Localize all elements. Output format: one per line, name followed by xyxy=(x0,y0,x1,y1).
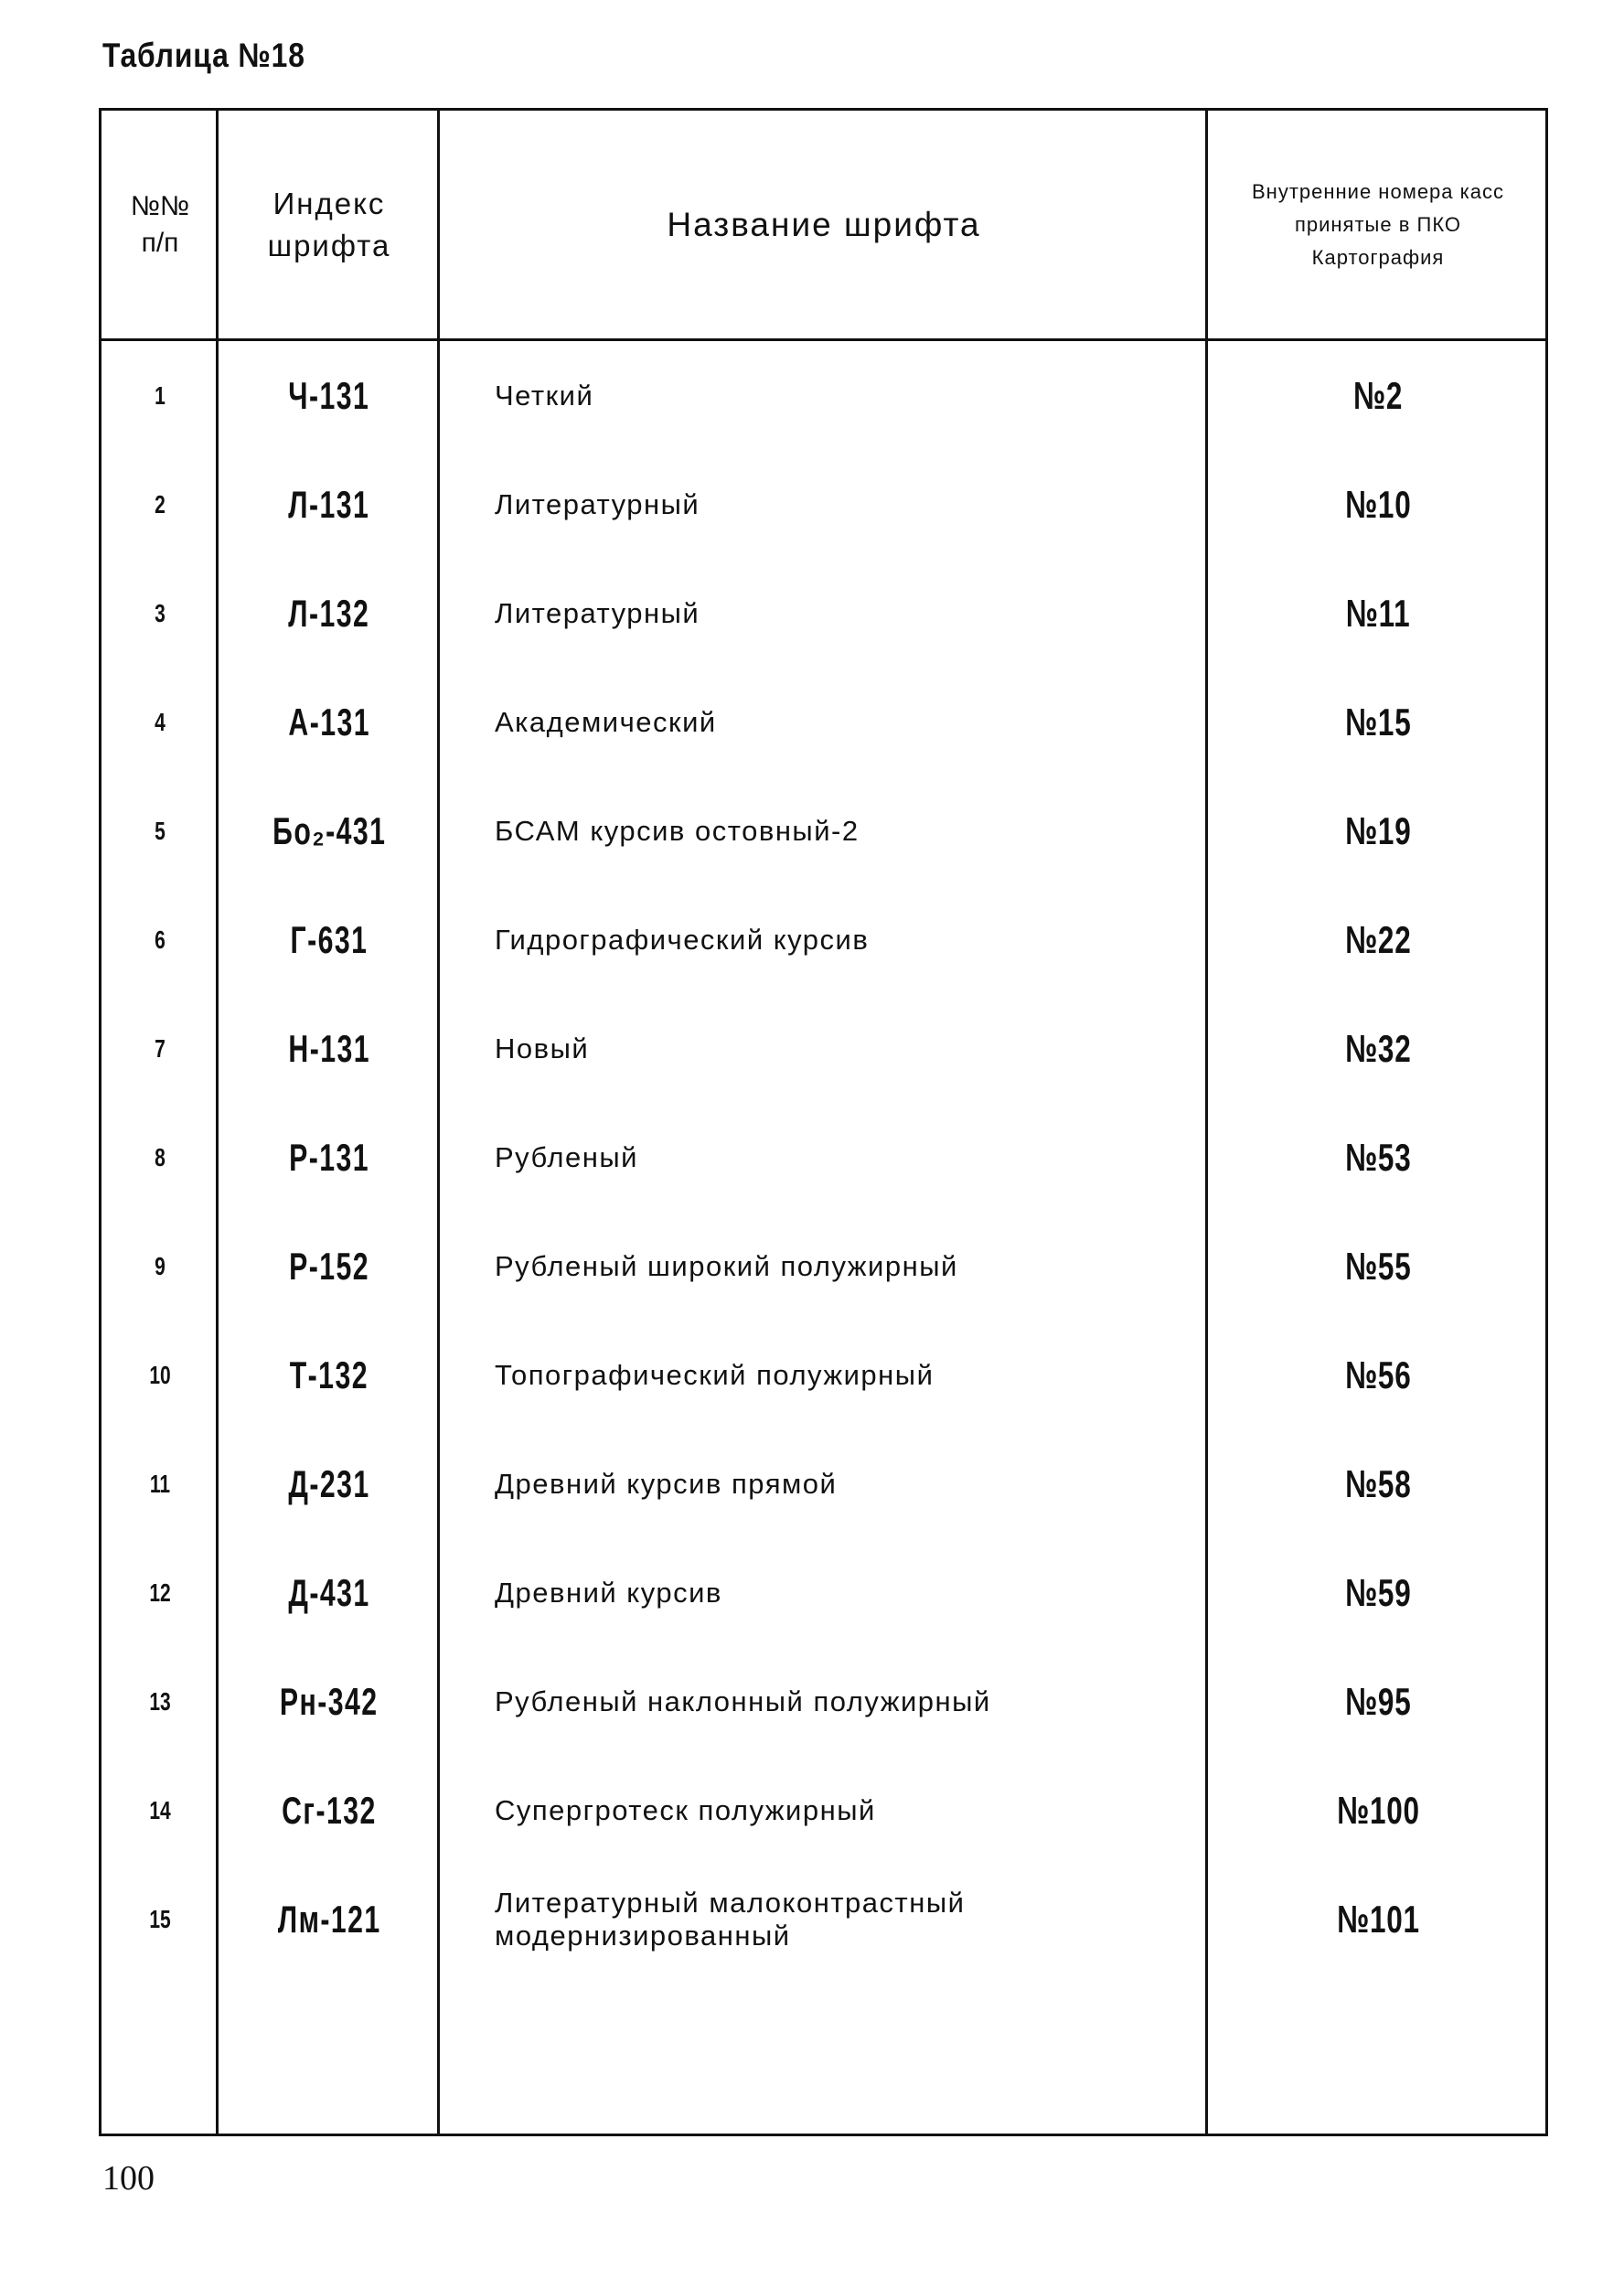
inner-number xyxy=(1208,1538,1548,1648)
inner-number xyxy=(1208,450,1548,560)
header-inner-numbers-label: Внутренние номера касс принятые в ПКО Картография xyxy=(1252,179,1504,269)
inner-number-text: №101 xyxy=(1336,1898,1420,1941)
font-name: Гидрографический курсив xyxy=(495,924,870,956)
row-number: 15 xyxy=(149,1905,171,1933)
font-name: Академический xyxy=(495,706,717,738)
row-number: 14 xyxy=(149,1796,171,1824)
font-index xyxy=(219,1756,440,1866)
font-index xyxy=(219,994,440,1104)
font-index-text: Рн-342 xyxy=(280,1680,379,1723)
font-index-text: Н-131 xyxy=(288,1027,370,1070)
font-index xyxy=(219,885,440,995)
font-index xyxy=(219,341,440,451)
inner-number-text: №19 xyxy=(1344,809,1412,852)
table-row xyxy=(102,1321,1545,1430)
font-index-text: Л-132 xyxy=(288,592,370,635)
font-index xyxy=(219,668,440,777)
table-row xyxy=(102,1429,1545,1539)
table-row xyxy=(102,1103,1545,1213)
inner-number-text: №2 xyxy=(1352,374,1404,417)
inner-number-text: №32 xyxy=(1344,1027,1412,1070)
font-index xyxy=(219,1103,440,1213)
font-index-text: Д-431 xyxy=(288,1571,370,1614)
table-row xyxy=(102,668,1545,777)
header-number-label: №№ п/п xyxy=(130,190,190,258)
font-index-text: А-131 xyxy=(288,701,370,743)
row-number: 11 xyxy=(149,1470,171,1498)
table-caption: Таблица №18 xyxy=(102,37,305,74)
font-index-text: Сг-132 xyxy=(282,1789,377,1832)
font-index xyxy=(219,1865,440,1974)
row-number: 6 xyxy=(155,925,166,954)
inner-number-text: №58 xyxy=(1344,1462,1412,1505)
font-name: Топографический полужирный xyxy=(495,1359,935,1391)
font-name: БСАМ курсив остовный-2 xyxy=(495,815,860,847)
row-number: 1 xyxy=(155,381,166,410)
inner-number xyxy=(1208,776,1548,886)
table-row xyxy=(102,1865,1545,1974)
inner-number xyxy=(1208,1103,1548,1213)
row-number: 13 xyxy=(149,1687,171,1716)
font-index-text: Р-131 xyxy=(289,1136,369,1179)
fonts-table xyxy=(99,108,1548,2136)
row-number: 5 xyxy=(155,817,166,845)
inner-number xyxy=(1208,994,1548,1104)
font-index xyxy=(219,776,440,886)
inner-number xyxy=(1208,668,1548,777)
row-number: 4 xyxy=(155,708,166,736)
inner-number xyxy=(1208,1647,1548,1757)
font-index-text: Ч-131 xyxy=(288,374,370,417)
table-row xyxy=(102,1756,1545,1866)
font-index xyxy=(219,1647,440,1757)
row-number: 3 xyxy=(155,599,166,627)
inner-number xyxy=(1208,1321,1548,1430)
inner-number-text: №95 xyxy=(1344,1680,1412,1723)
inner-number xyxy=(1208,1756,1548,1866)
inner-number-text: №11 xyxy=(1345,592,1411,635)
inner-number-text: №56 xyxy=(1344,1353,1412,1396)
inner-number xyxy=(1208,1865,1548,1974)
font-index-text: Г-631 xyxy=(290,918,369,961)
font-index xyxy=(219,450,440,560)
font-index-text: Лм-121 xyxy=(277,1898,381,1941)
inner-number-text: №15 xyxy=(1344,701,1412,743)
font-index xyxy=(219,1538,440,1648)
header-index-label: Индекс шрифта xyxy=(267,186,391,262)
table-row xyxy=(102,1212,1545,1321)
font-index xyxy=(219,1429,440,1539)
font-name: Новый xyxy=(495,1032,590,1064)
header-inner-numbers xyxy=(1208,111,1548,338)
font-name: Четкий xyxy=(495,380,594,412)
inner-number-text: №55 xyxy=(1344,1245,1412,1288)
inner-number-text: №59 xyxy=(1344,1571,1412,1614)
table-row xyxy=(102,776,1545,886)
inner-number-text: №22 xyxy=(1344,918,1412,961)
font-name: Рубленый наклонный полужирный xyxy=(495,1685,991,1717)
font-name: Супергротеск полужирный xyxy=(495,1794,876,1826)
font-name: Рубленый широкий полужирный xyxy=(495,1250,958,1282)
table-row xyxy=(102,450,1545,560)
inner-number xyxy=(1208,559,1548,669)
font-name: Литературный xyxy=(495,597,700,629)
table-row xyxy=(102,994,1545,1104)
table-row xyxy=(102,559,1545,669)
inner-number-text: №100 xyxy=(1336,1789,1420,1832)
font-index-text: Т-132 xyxy=(289,1353,369,1396)
font-name: Древний курсив прямой xyxy=(495,1468,838,1500)
font-name: Рубленый xyxy=(495,1141,638,1173)
inner-number-text: №53 xyxy=(1344,1136,1412,1179)
inner-number xyxy=(1208,341,1548,451)
font-index-text: Р-152 xyxy=(289,1245,369,1288)
header-name xyxy=(440,111,1208,338)
font-name: Древний курсив xyxy=(495,1577,722,1609)
row-number: 8 xyxy=(155,1143,166,1171)
font-index-text: Л-131 xyxy=(288,483,370,526)
font-index-text: Д-231 xyxy=(288,1462,370,1505)
row-number: 10 xyxy=(149,1361,171,1389)
row-number: 2 xyxy=(155,490,166,519)
table-row xyxy=(102,1538,1545,1648)
inner-number xyxy=(1208,1429,1548,1539)
font-index xyxy=(219,1212,440,1321)
font-index-text: Бо₂-431 xyxy=(272,809,387,852)
header-index xyxy=(219,111,440,338)
font-index xyxy=(219,1321,440,1430)
row-number: 12 xyxy=(149,1578,171,1607)
page-number: 100 xyxy=(102,2159,155,2198)
table-row xyxy=(102,341,1545,451)
header-number xyxy=(102,111,219,338)
table-row xyxy=(102,885,1545,995)
inner-number-text: №10 xyxy=(1344,483,1412,526)
header-name-label: Название шрифта xyxy=(667,205,981,243)
font-index xyxy=(219,559,440,669)
inner-number xyxy=(1208,885,1548,995)
row-number: 7 xyxy=(155,1034,166,1063)
table-row xyxy=(102,1647,1545,1757)
font-name: Литературный xyxy=(495,488,700,520)
font-name: Литературный малоконтрастный модернизированный xyxy=(495,1887,966,1952)
row-number: 9 xyxy=(155,1252,166,1280)
inner-number xyxy=(1208,1212,1548,1321)
